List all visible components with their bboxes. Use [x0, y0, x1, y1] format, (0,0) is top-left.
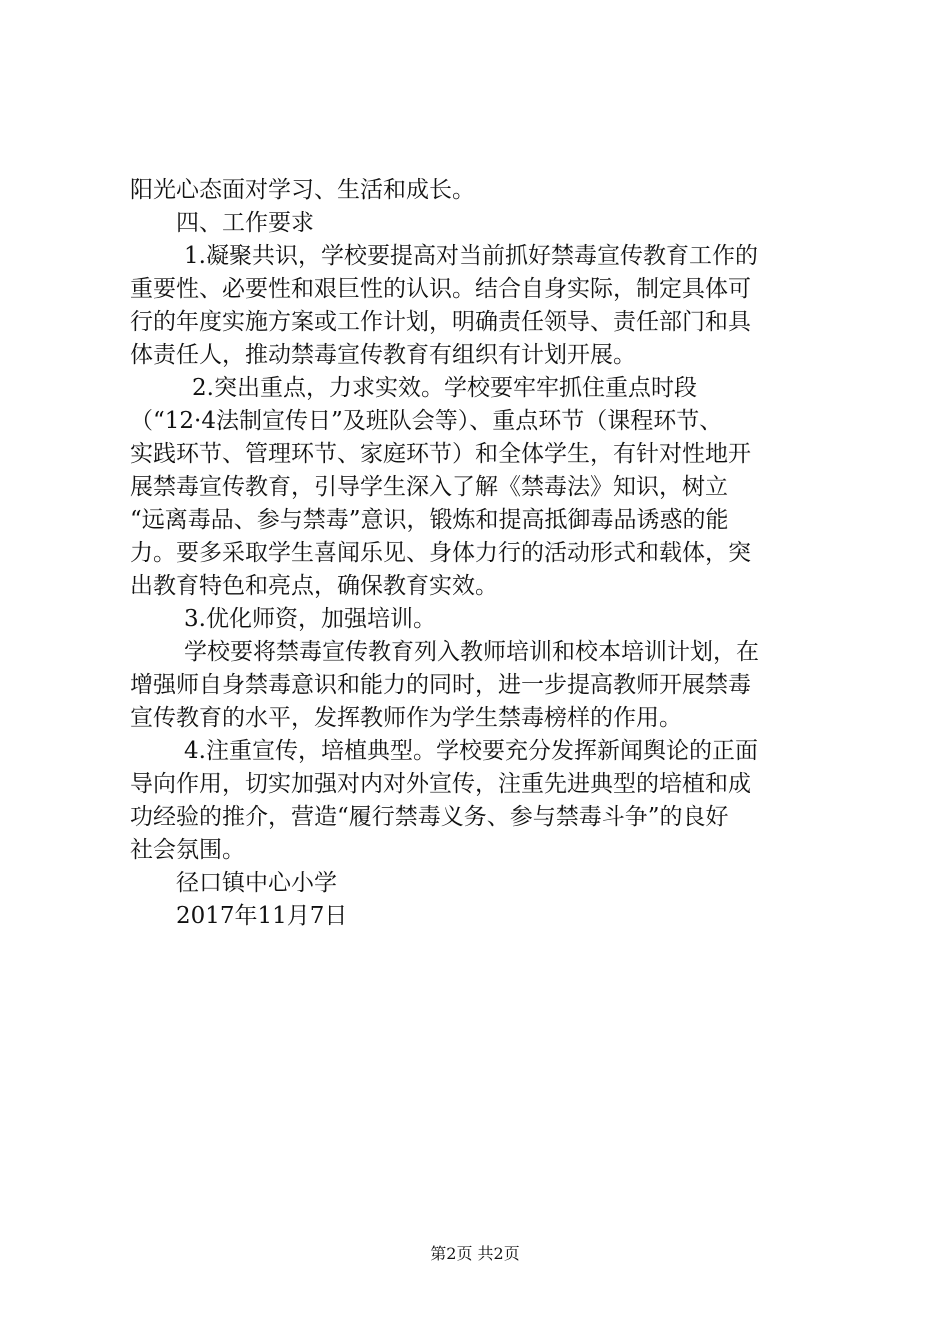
paragraph-line: 学校要将禁毒宣传教育列入教师培训和校本培训计划，在	[184, 639, 759, 665]
paragraph-line: 功经验的推介，营造“履行禁毒义务、参与禁毒斗争”的良好	[130, 804, 729, 830]
paragraph-line: 力。要多采取学生喜闻乐见、身体力行的活动形式和载体，突	[130, 540, 751, 566]
paragraph-line: 出教育特色和亮点，确保教育实效。	[130, 573, 498, 599]
paragraph-line: 阳光心态面对学习、生活和成长。	[130, 177, 475, 203]
paragraph-line: 重要性、必要性和艰巨性的认识。结合自身实际，制定具体可	[130, 276, 751, 302]
paragraph-line: 3.优化师资，加强培训。	[184, 606, 436, 632]
paragraph-line: （“12·4法制宣传日”及班队会等）、重点环节（课程环节、	[130, 408, 723, 434]
paragraph-line: 实践环节、管理环节、家庭环节）和全体学生，有针对性地开	[130, 441, 751, 467]
paragraph-line: 1.凝聚共识，学校要提高对当前抓好禁毒宣传教育工作的	[184, 243, 758, 269]
paragraph-line: 宣传教育的水平，发挥教师作为学生禁毒榜样的作用。	[130, 705, 682, 731]
paragraph-line: 展禁毒宣传教育，引导学生深入了解《禁毒法》知识，树立	[130, 474, 728, 500]
paragraph-line: “远离毒品、参与禁毒”意识，锻炼和提高抵御毒品诱惑的能	[130, 507, 729, 533]
paragraph-line: 体责任人，推动禁毒宣传教育有组织有计划开展。	[130, 342, 636, 368]
paragraph-line: 社会氛围。	[130, 837, 245, 863]
section-heading: 四、工作要求	[176, 210, 314, 236]
page-footer: 第2页 共2页	[430, 1244, 520, 1263]
paragraph-line: 增强师自身禁毒意识和能力的同时，进一步提高教师开展禁毒	[130, 672, 751, 698]
signature-organization: 径口镇中心小学	[176, 870, 337, 896]
paragraph-line: 导向作用，切实加强对内对外宣传，注重先进典型的培植和成	[130, 771, 751, 797]
paragraph-line: 2.突出重点，力求实效。学校要牢牢抓住重点时段	[192, 375, 697, 401]
paragraph-line: 4.注重宣传，培植典型。学校要充分发挥新闻舆论的正面	[184, 738, 758, 764]
paragraph-line: 行的年度实施方案或工作计划，明确责任领导、责任部门和具	[130, 309, 751, 335]
signature-date: 2017年11月7日	[176, 903, 348, 929]
